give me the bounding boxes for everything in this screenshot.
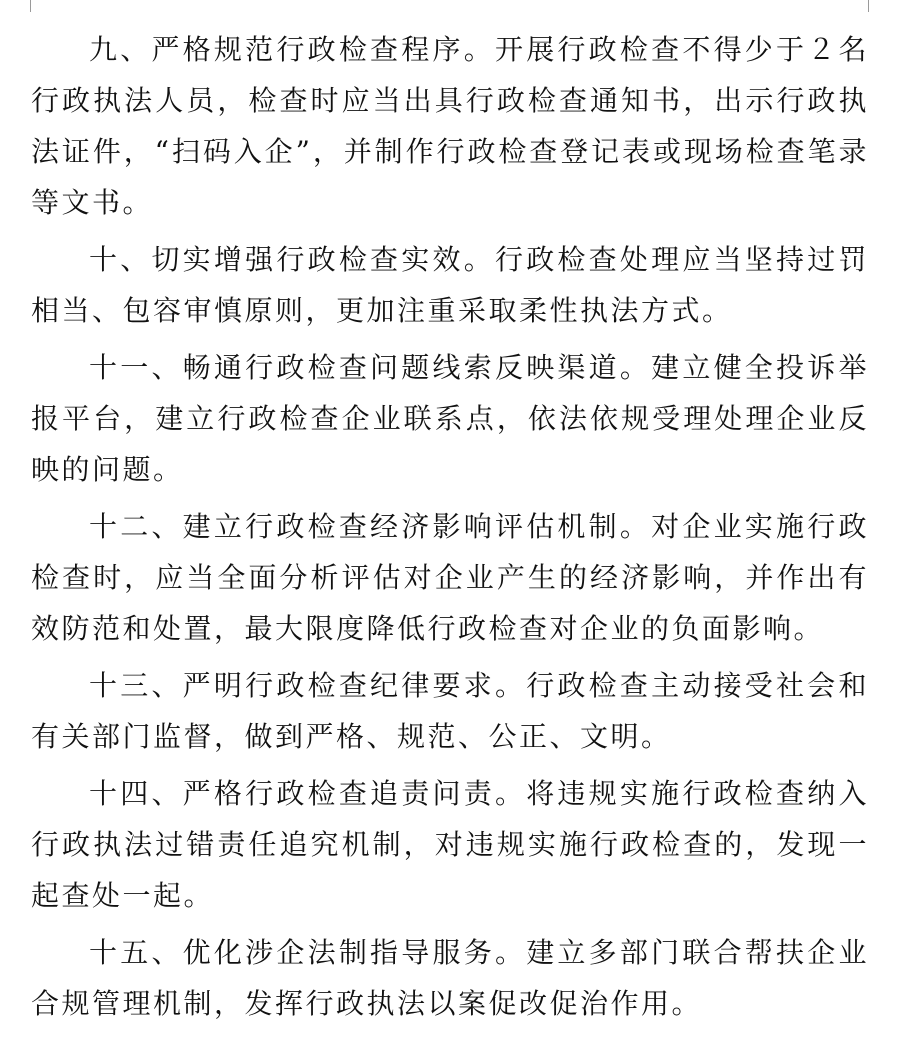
paragraph-12: 十二、建立行政检查经济影响评估机制。对企业实施行政检查时，应当全面分析评估对企业产生的经济影响，并作出有效防范和处置，最大限度降低行政检查对企业的负面影响。 (31, 510, 869, 645)
paragraph-13: 十三、严明行政检查纪律要求。行政检查主动接受社会和有关部门监督，做到严格、规范、公正、文明。 (31, 669, 869, 753)
paragraph-10: 十、切实增强行政检查实效。行政检查处理应当坚持过罚相当、包容审慎原则，更加注重采取柔性执法方式。 (31, 243, 869, 327)
page-corner-mark-left (30, 0, 31, 12)
document-body (31, 24, 869, 1035)
paragraph-11: 十一、畅通行政检查问题线索反映渠道。建立健全投诉举报平台，建立行政检查企业联系点，依法依规受理处理企业反映的问题。 (31, 351, 869, 486)
page-corner-mark-right (868, 0, 869, 12)
paragraph-9: 九、严格规范行政检查程序。开展行政检查不得少于２名行政执法人员，检查时应当出具行政检查通知书，出示行政执法证件，“扫码入企”，并制作行政检查登记表或现场检查笔录等文书。 (31, 33, 869, 219)
paragraph-15: 十五、优化涉企法制指导服务。建立多部门联合帮扶企业合规管理机制，发挥行政执法以案促改促治作用。 (31, 936, 869, 1020)
paragraph-14: 十四、严格行政检查追责问责。将违规实施行政检查纳入行政执法过错责任追究机制，对违规实施行政检查的，发现一起查处一起。 (31, 777, 869, 912)
